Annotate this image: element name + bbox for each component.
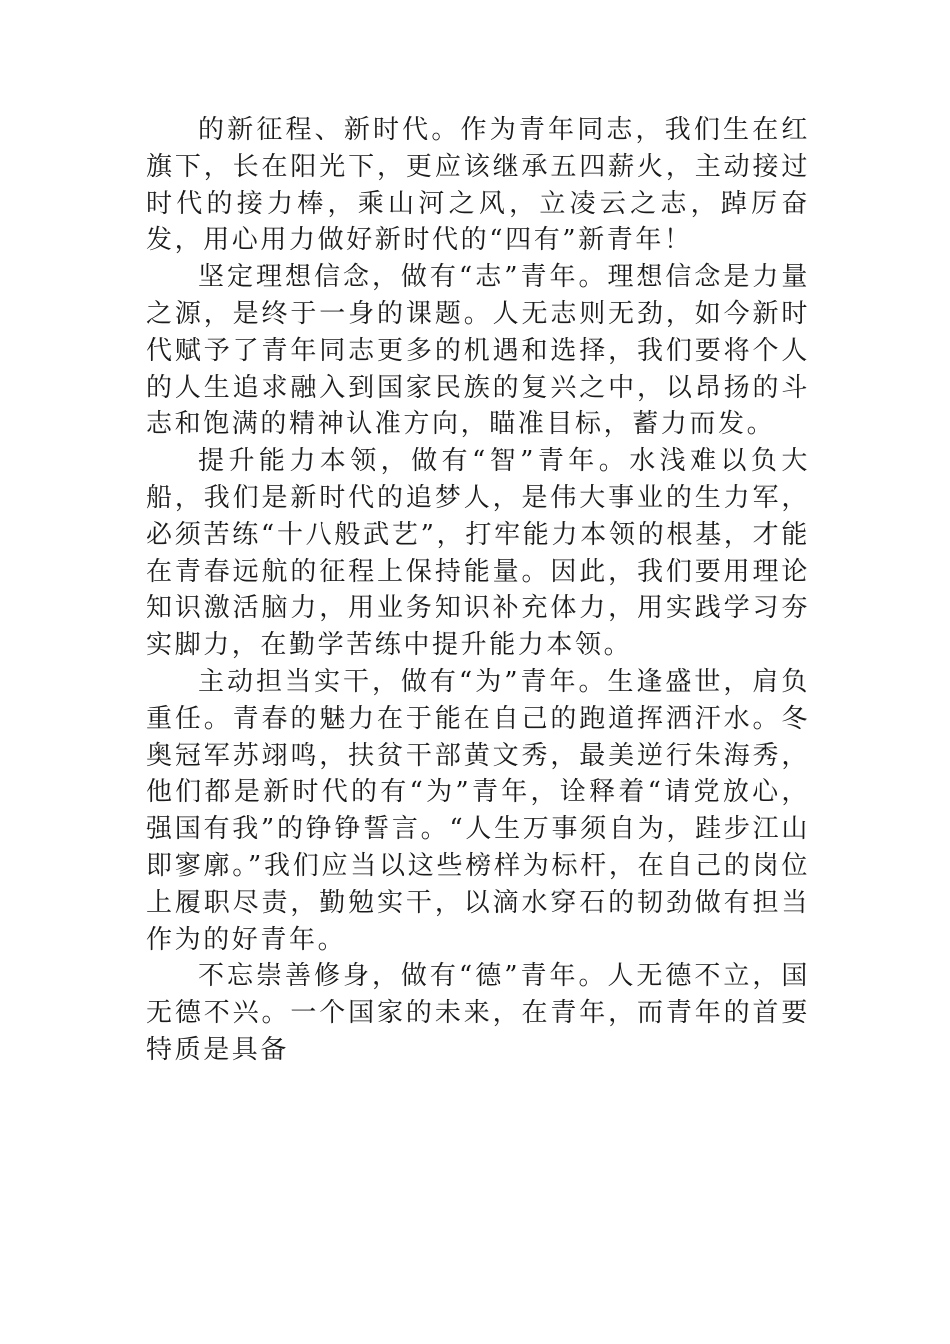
paragraph-responsibility: 主动担当实干，做有“为”青年。生逢盛世，肩负重任。青春的魅力在于能在自己的跑道挥洒汗水。冬奥冠军苏翊鸣，扶贫干部黄文秀，最美逆行朱海秀，他们都是新时代的有“为”青年，诠释着“请党放心，强国有我”的铮铮誓言。“人生万事须自为，跬步江山即寥廓。”我们应当以这些榜样为标杆，在自己的岗位上履职尽责，勤勉实干，以滴水穿石的韧劲做有担当作为的好青年。 xyxy=(146,666,810,955)
paragraph-ideals: 坚定理想信念，做有“志”青年。理想信念是力量之源，是终于一身的课题。人无志则无劲，如今新时代赋予了青年同志更多的机遇和选择，我们要将个人的人生追求融入到国家民族的复兴之中，以昂扬的斗志和饱满的精神认准方向，瞄准目标，蓄力而发。 xyxy=(146,262,810,440)
paragraph-ability: 提升能力本领，做有“智”青年。水浅难以负大船，我们是新时代的追梦人，是伟大事业的生力军，必须苦练“十八般武艺”，打牢能力本领的根基，才能在青春远航的征程上保持能量。因此，我们要用理论知识激活脑力，用业务知识补充体力，用实践学习夯实脚力，在勤学苦练中提升能力本领。 xyxy=(146,446,810,661)
document-body xyxy=(146,112,810,1069)
paragraph-continuation: 的新征程、新时代。作为青年同志，我们生在红旗下，长在阳光下，更应该继承五四薪火，主动接过时代的接力棒，乘山河之风，立凌云之志，踔厉奋发，用心用力做好新时代的“四有”新青年！ xyxy=(146,115,810,256)
paragraph-virtue: 不忘崇善修身，做有“德”青年。人无德不立，国无德不兴。一个国家的未来，在青年，而青年的首要特质是具备 xyxy=(146,961,810,1065)
